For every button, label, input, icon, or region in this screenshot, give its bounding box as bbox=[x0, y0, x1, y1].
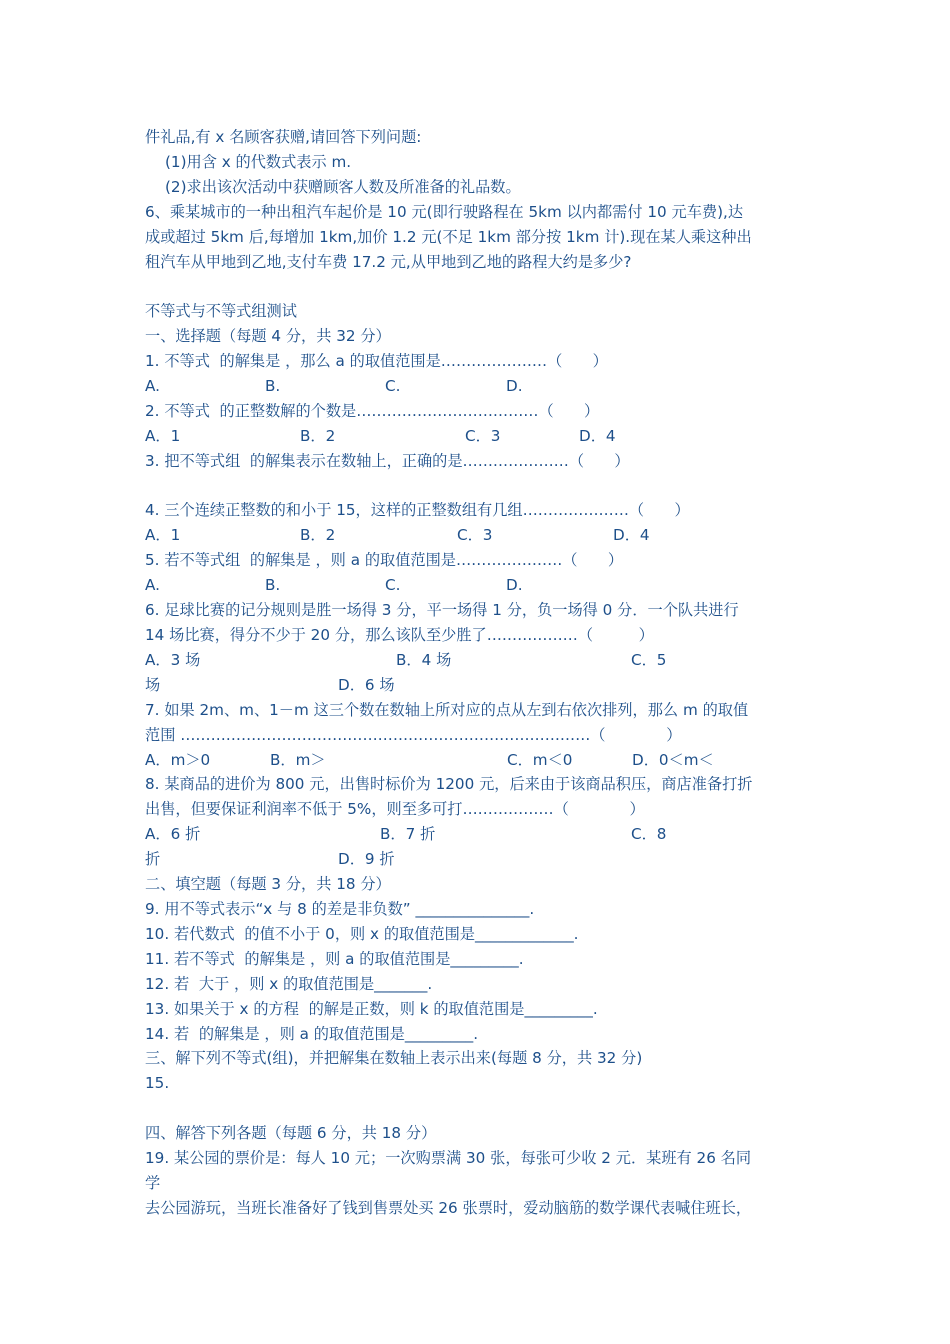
option-c: C. bbox=[385, 576, 401, 594]
question-13: 13. 如果关于 x 的方程 的解是正数，则 k 的取值范围是_________. bbox=[145, 1000, 598, 1018]
option-b: B. bbox=[265, 377, 281, 395]
option-d: D．4 bbox=[613, 526, 650, 544]
option-d: D. bbox=[506, 377, 523, 395]
option-b: B．4 场 bbox=[396, 651, 452, 669]
option-c: C．3 bbox=[457, 526, 493, 544]
question-2: 2. 不等式 的正整数解的个数是………………………………（ ） bbox=[145, 402, 600, 420]
question-11: 11. 若不等式 的解集是 ，则 a 的取值范围是_________. bbox=[145, 950, 524, 968]
option-b: B．2 bbox=[300, 427, 336, 445]
text-line: (1)用含 x 的代数式表示 m. bbox=[165, 153, 352, 171]
question-12: 12. 若 大于 ，则 x 的取值范围是_______. bbox=[145, 975, 433, 993]
question-19-cont: 学 bbox=[145, 1174, 161, 1192]
text-line: 成或超过 5km 后,每增加 1km,加价 1.2 元(不足 1km 部分按 1km 计).现在某人乘这种出 bbox=[145, 228, 752, 246]
option-c: C．m＜0 bbox=[507, 751, 573, 769]
option-b: B．2 bbox=[300, 526, 336, 544]
text-line: 租汽车从甲地到乙地,支付车费 17.2 元,从甲地到乙地的路程大约是多少? bbox=[145, 253, 632, 271]
option-c: C．8 bbox=[631, 825, 667, 843]
text-line: 6、乘某城市的一种出租汽车起价是 10 元(即行驶路程在 5km 以内都需付 10 元车费),达 bbox=[145, 203, 744, 221]
question-4: 4. 三个连续正整数的和小于 15，这样的正整数组有几组…………………（ ） bbox=[145, 501, 690, 519]
question-15: 15. bbox=[145, 1074, 170, 1092]
option-a: A．6 折 bbox=[145, 825, 201, 843]
section-title: 不等式与不等式组测试 bbox=[145, 302, 297, 320]
option-b: B. bbox=[265, 576, 281, 594]
option-a: A．1 bbox=[145, 526, 181, 544]
text-line: (2)求出该次活动中获赠顾客人数及所准备的礼品数。 bbox=[165, 178, 521, 196]
question-8: 8. 某商品的进价为 800 元，出售时标价为 1200 元，后来由于该商品积压，商店准备打折 bbox=[145, 775, 753, 793]
question-1: 1. 不等式 的解集是 ，那么 a 的取值范围是…………………（ ） bbox=[145, 352, 608, 370]
option-d: D．9 折 bbox=[338, 850, 395, 868]
option-a: A. bbox=[145, 377, 160, 395]
section-heading: 一、选择题（每题 4 分，共 32 分） bbox=[145, 327, 391, 345]
option-b: B．7 折 bbox=[380, 825, 436, 843]
question-8-cont: 出售，但要保证利润率不低于 5%，则至多可打………………（ ） bbox=[145, 800, 645, 818]
section-heading: 三、解下列不等式(组)，并把解集在数轴上表示出来(每题 8 分，共 32 分) bbox=[145, 1049, 643, 1067]
option-d: D．4 bbox=[579, 427, 616, 445]
question-7-cont: 范围 ………………………………………………………………………（ ） bbox=[145, 726, 682, 744]
question-14: 14. 若 的解集是 ，则 a 的取值范围是_________. bbox=[145, 1025, 479, 1043]
question-5: 5. 若不等式组 的解集是 ，则 a 的取值范围是…………………（ ） bbox=[145, 551, 624, 569]
option-d: D．0＜m＜ bbox=[632, 751, 714, 769]
question-7: 7. 如果 2m、m、1－m 这三个数在数轴上所对应的点从左到右依次排列，那么 m 的取值 bbox=[145, 701, 749, 719]
section-heading: 四、解答下列各题（每题 6 分，共 18 分） bbox=[145, 1124, 437, 1142]
question-19-cont: 去公园游玩，当班长准备好了钱到售票处买 26 张票时，爱动脑筋的数学课代表喊住班长， bbox=[145, 1199, 752, 1217]
option-a: A．3 场 bbox=[145, 651, 201, 669]
option-a: A. bbox=[145, 576, 160, 594]
text-line: 件礼品,有 x 名顾客获赠,请回答下列问题: bbox=[145, 128, 422, 146]
option-c: C. bbox=[385, 377, 401, 395]
option-a: A．m＞0 bbox=[145, 751, 211, 769]
option-d: D. bbox=[506, 576, 523, 594]
option-d: D．6 场 bbox=[338, 676, 395, 694]
question-10: 10. 若代数式 的值不小于 0，则 x 的取值范围是_____________. bbox=[145, 925, 579, 943]
option-c: C．3 bbox=[465, 427, 501, 445]
question-9: 9. 用不等式表示“x 与 8 的差是非负数” _______________. bbox=[145, 900, 535, 918]
question-3: 3. 把不等式组 的解集表示在数轴上，正确的是…………………（ ） bbox=[145, 452, 630, 470]
question-19: 19. 某公园的票价是：每人 10 元；一次购票满 30 张，每张可少收 2 元．某班有 26 名同 bbox=[145, 1149, 752, 1167]
question-6: 6. 足球比赛的记分规则是胜一场得 3 分，平一场得 1 分，负一场得 0 分．一个队共进行 bbox=[145, 601, 739, 619]
option-a: A．1 bbox=[145, 427, 181, 445]
option-b: B．m＞ bbox=[270, 751, 326, 769]
option-c-wrap: 折 bbox=[145, 850, 161, 868]
option-c-wrap: 场 bbox=[145, 676, 161, 694]
option-c: C．5 bbox=[631, 651, 667, 669]
section-heading: 二、填空题（每题 3 分，共 18 分） bbox=[145, 875, 391, 893]
question-6-cont: 14 场比赛，得分不少于 20 分，那么该队至少胜了………………（ ） bbox=[145, 626, 654, 644]
